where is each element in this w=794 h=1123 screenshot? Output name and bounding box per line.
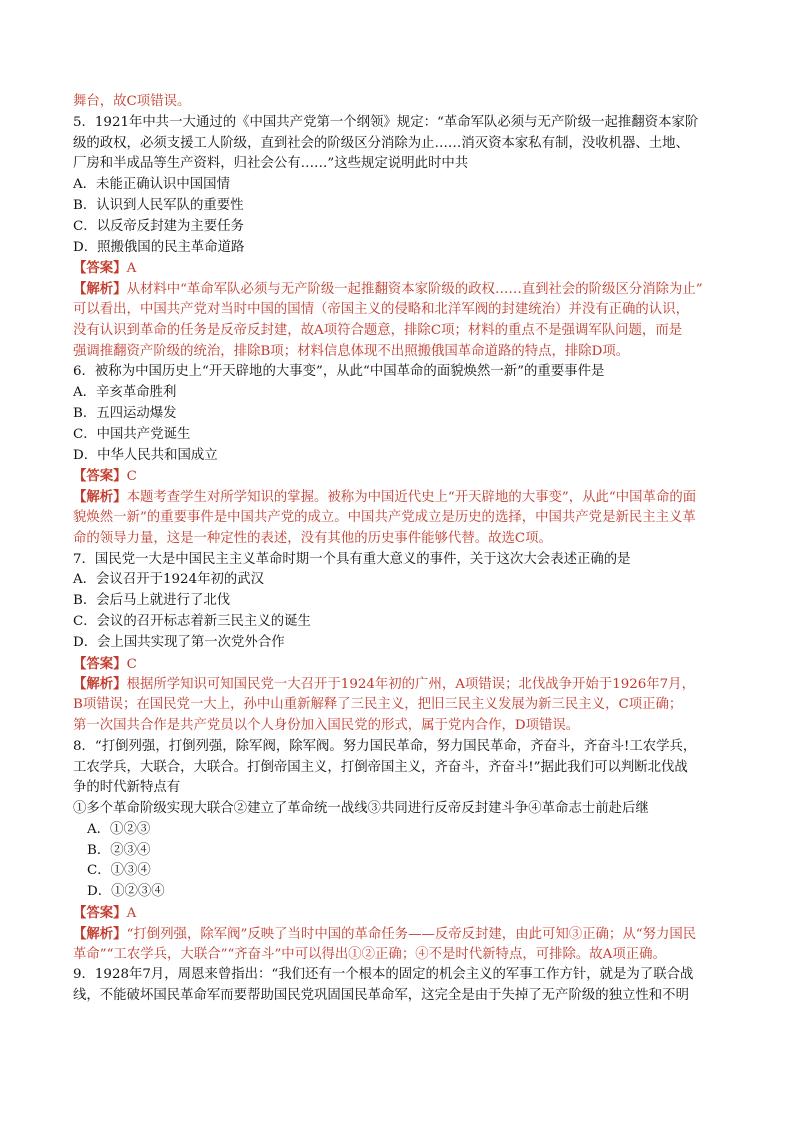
answer-option: D．①②③④	[87, 884, 165, 900]
explanation-text-line: 强调推翻资产阶级的统治，排除B项；材料信息体现不出照搬俄国革命道路的特点，排除D项。	[73, 343, 630, 359]
question-text-line: 5．1921年中共一大通过的《中国共产党第一个纲领》规定：“革命军队必须与无产阶级一起推翻资本家阶	[73, 114, 699, 130]
question-text-line: 9．1928年7月，周恩来曾指出：“我们还有一个根本的固定的机会主义的军事工作方针，就是为了联合战	[73, 967, 694, 983]
answer-tag: 【答案】	[73, 655, 127, 672]
explanation-line	[73, 487, 723, 508]
answer-option: C．以反帝反封建为主要任务	[73, 218, 244, 234]
answer-tag: 【答案】	[73, 260, 127, 277]
explanation-tag: 【解析】	[73, 489, 127, 506]
answer-option: C．会议的召开标志着新三民主义的诞生	[73, 613, 311, 629]
answer-option: B．认识到人民军队的重要性	[73, 197, 244, 213]
answer-option: D．照搬俄国的民主革命道路	[73, 239, 245, 255]
question-text-line: 8．“打倒列强，打倒列强，除军阀，除军阀。努力国民革命，努力国民革命，齐奋斗，齐奋斗!工农学兵，	[73, 738, 697, 754]
answer-option: A．未能正确认识中国国情	[73, 177, 230, 193]
question-text-line: 7．国民党一大是中国民主主义革命时期一个具有重大意义的事件，关于这次大会表述正确的是	[73, 551, 631, 567]
explanation-text-line: B项错误；在国民党一大上，孙中山重新解释了三民主义，把旧三民主义发展为新三民主义，C项正确；	[73, 697, 683, 713]
explanation-text-line: 没有认识到革命的任务是反帝反封建，故A项符合题意，排除C项；材料的重点不是强调军队问题，而是	[73, 322, 683, 338]
answer-value: C	[126, 469, 137, 485]
explanation-text: 根据所学知识可知国民党一大召开于1924年初的广州，A项错误；北伐战争开始于1926年7月，	[126, 677, 695, 693]
explanation-text: 本题考查学生对所学知识的掌握。被称为中国近代史上“开天辟地的大事变”，从此“中国革命的面	[126, 490, 697, 506]
answer-option: A．会议召开于1924年初的武汉	[73, 572, 265, 588]
explanation-tag: 【解析】	[73, 676, 127, 693]
explanation-text: 从材料中“革命军队必须与无产阶级一起推翻资本家阶级的政权……直到社会的阶级区分消除为止”	[126, 282, 703, 298]
answer-tag: 【答案】	[73, 905, 127, 922]
question-text-line: 6．被称为中国历史上“开天辟地的大事变”，从此“中国革命的面貌焕然一新”的重要事件是	[73, 364, 605, 380]
answer-option: B．会后马上就进行了北伐	[73, 593, 231, 609]
answer-line	[73, 903, 723, 924]
answer-line	[73, 654, 723, 675]
question-text-line: 工农学兵，大联合，大联合。打倒帝国主义，打倒帝国主义，齐奋斗，齐奋斗!”据此我们可以判断北伐战	[73, 759, 688, 775]
explanation-line	[73, 279, 723, 300]
answer-value: A	[126, 906, 137, 922]
question-text-line: 级的政权，必须支援工人阶级，直到社会的阶级区分消除为止……消灭资本家私有制，没收机器、土地、	[73, 135, 689, 151]
question-text-line: 争的时代新特点有	[73, 780, 181, 796]
explanation-text-line: 舞台，故C项错误。	[73, 94, 191, 109]
answer-value: A	[126, 261, 137, 277]
explanation-line	[73, 924, 723, 945]
answer-option: D．中华人民共和国成立	[73, 447, 218, 463]
answer-line	[73, 258, 723, 279]
question-text-line: ①多个革命阶级实现大联合②建立了革命统一战线③共同进行反帝反封建斗争④革命志士前赴后继	[73, 801, 649, 817]
explanation-text: “打倒列强，除军阀”反映了当时中国的革命任务——反帝反封建，由此可知③正确；从“努力国民	[126, 926, 697, 942]
answer-option: A．辛亥革命胜利	[73, 385, 177, 401]
answer-option: C．①③④	[87, 863, 151, 879]
question-text-line: 线，不能破坏国民革命军而要帮助国民党巩固国民革命军，这完全是由于失掉了无产阶级的独立性和不明	[73, 988, 689, 1004]
answer-value: C	[126, 656, 137, 672]
explanation-text-line: 命的领导力量，这是一种定性的表述，没有其他的历史事件能够代替。故选C项。	[73, 530, 552, 546]
explanation-tag: 【解析】	[73, 281, 127, 298]
explanation-text-line: 第一次国共合作是共产党员以个人身份加入国民党的形式，属于党内合作，D项错误。	[73, 717, 580, 733]
answer-option: B．②③④	[87, 842, 151, 858]
answer-option: B．五四运动爆发	[73, 405, 177, 421]
document-page	[73, 92, 723, 1007]
explanation-text-line: 貌焕然一新”的重要事件是中国共产党的成立。中国共产党成立是历史的选择，中国共产党是新民主主义革	[73, 509, 696, 525]
answer-tag: 【答案】	[73, 468, 127, 485]
explanation-line	[73, 674, 723, 695]
explanation-text-line: 革命”“工农学兵，大联合”“齐奋斗”中可以得出①②正确；④不是时代新特点，可排除。故A项正确。	[73, 946, 666, 962]
explanation-tag: 【解析】	[73, 925, 127, 942]
question-text-line: 厂房和半成品等生产资料，归社会公有……”这些规定说明此时中共	[73, 156, 469, 172]
explanation-text-line: 可以看出，中国共产党对当时中国的国情（帝国主义的侵略和北洋军阀的封建统治）并没有正确的认识，	[73, 301, 689, 317]
answer-line	[73, 466, 723, 487]
answer-option: C．中国共产党诞生	[73, 426, 191, 442]
answer-option: A．①②③	[87, 821, 151, 837]
answer-option: D．会上国共实现了第一次党外合作	[73, 634, 285, 650]
